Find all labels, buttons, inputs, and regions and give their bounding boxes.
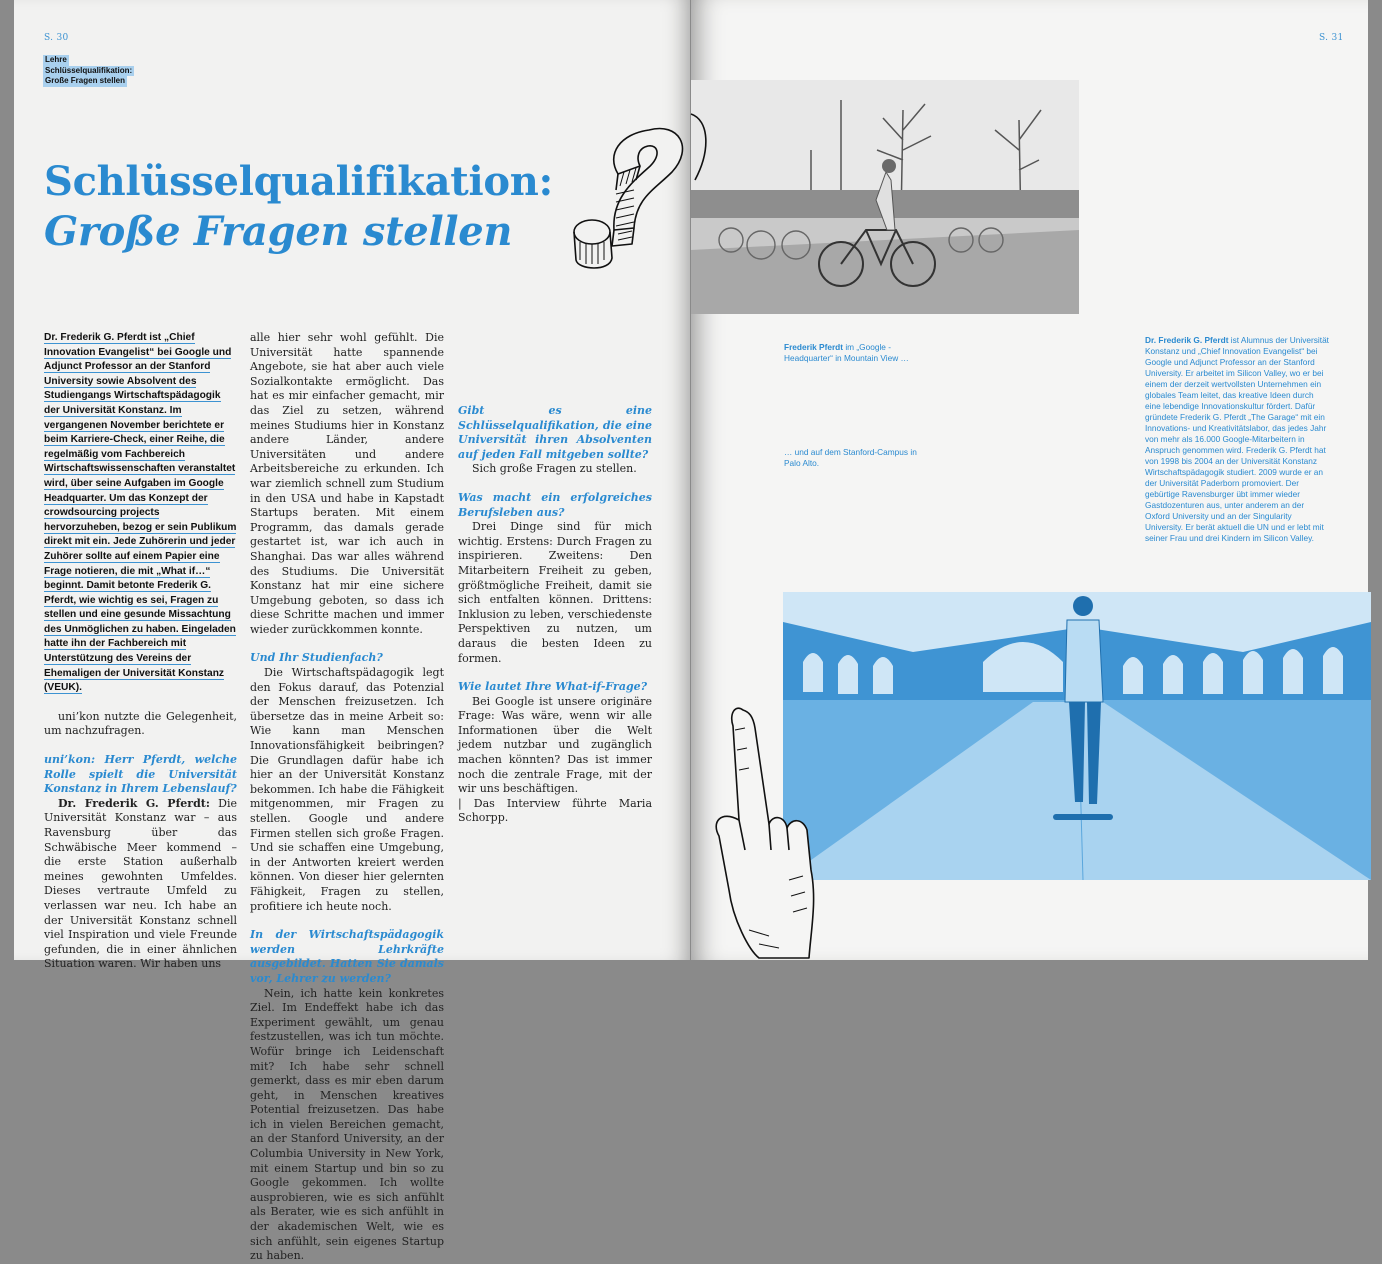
interview-question: uni’kon: Herr Pferdt, welche Rolle spielt die Universität Konstanz in Ihrem Lebenslauf? [44, 753, 237, 796]
stanford-campus-photo [783, 592, 1371, 880]
question-mark-continuation [691, 110, 731, 230]
intro-paragraph: Dr. Frederik G. Pferdt ist „Chief Innovation Evangelist“ bei Google und Adjunct Professor an der Stanford University sowie Absolvent des Studiengangs Wirtschaftspädagogik der Universität Konstanz. Im vergangenen November berichtete er beim Karriere-Check, einer Reihe, die regelmäßig vom Fachbereich Wirtschaftswissenschaften veranstaltet wird, über seine Aufgaben im Google Headquarter. Um das Konzept der crowdsourcing projects hervorzuheben, bezog er sein Publikum direkt mit ein. Jede Zuhörerin und jeder Zuhörer sollte auf einem Papier eine Frage notieren, die mit „What if…“ beginnt. Damit betonte Frederik G. Pferdt, wie wichtig es sei, Fragen zu stellen und eine gesunde Missachtung des Unmöglichen zu haben. Eingeladen hatte ihn der Fachbereich mit Unterstützung des Vereins der Ehemaligen der Universität Konstanz (VEUK). [44, 332, 237, 694]
question-mark-illustration [554, 110, 694, 300]
breadcrumb-title-1: Schlüsselqualifikation: [45, 65, 133, 75]
pointing-hand-illustration [699, 700, 819, 960]
title-line-1: Schlüsselqualifikation: [44, 158, 553, 205]
interview-answer: Die Wirtschaftspädagogik legt den Fokus darauf, das Potenzial der Menschen freizusetzen. Ich übersetze das in meine Arbeit so: Wie kann man Menschen Innovationsfähigkeit beibringen? Die Grundlagen dafür habe ich hier an der Universität Konstanz bekommen. Ich habe die Fähigkeit mitgenommen, mir Fragen zu stellen. Google und andere Firmen stellen sich große Fragen. Und sie schaffen eine Umgebung, in der Antworten kreiert werden können. Von dieser hier gelernten Fähigkeit, Fragen zu stellen, profitiere ich heute noch. [250, 666, 444, 913]
interview-answer: Bei Google ist unsere originäre Frage: Was wäre, wenn wir alle Informationen über die Welt jedem nutzbar und zugänglich machen könnten? Das ist immer noch die zentrale Frage, mit der wir uns beschäftigen. [458, 694, 652, 796]
interview-answer: Nein, ich hatte kein konkretes Ziel. Im Endeffekt habe ich das Experiment gewählt, um genau festzustellen, was ich tun möchte. Wofür bringe ich Leidenschaft mit? Ich habe sehr schnell gemerkt, dass es mir eben darum geht, in Menschen kreatives Potential freizusetzen. Das habe ich in vielen Bereichen gemacht, an der Stanford University, an der Columbia University in New York, mit einem Startup und bin so zu Google gekommen. Ich wollte ausprobieren, wie es sich anfühlt als Berater, wie es sich anfühlt in der akademischen Welt, wie es sich anfühlt, sein eigenes Startup zu haben. [250, 986, 444, 1263]
photo-caption-1: Frederik Pferdt im „Google -Headquarter“ in Mountain View … [784, 342, 909, 363]
author-bio: Dr. Frederik G. Pferdt ist Alumnus der Universität Konstanz und „Chief Innovation Evangelist“ bei Google und Adjunct Professor an der Stanford University. Er arbeitet im Silicon Valley, wo er bei einem der derzeit wertvollsten Unternehmen ein globales Team leitet, das kreative Ideen durch eine lebendige Innovationskultur fördert. Dafür gründete Frederik G. Pferdt „The Garage“ mit ein Innovations- und Kreativitätslabor, das jedes Jahr von mehr als 16.000 Google-Mitarbeitern in Anspruch genommen wird. Frederik G. Pferdt hat von 1998 bis 2004 an der Universität Konstanz Wirtschaftspädagogik studiert. 2009 wurde er an der Universität Paderborn promoviert. Der gebürtige Ravensburger übt immer wieder Gastdozenturen aus, unter anderem an der Oxford University und an der Singularity University. Er berät aktuell die UN und er lebt mit seiner Frau und drei Kindern im Silicon Valley. [1145, 335, 1329, 543]
interview-answer: Sich große Fragen zu stellen. [472, 462, 637, 476]
title-line-2: Große Fragen stellen [44, 208, 513, 255]
breadcrumb-section: Lehre [45, 55, 67, 64]
text-column-2 [250, 331, 444, 1264]
photo-caption-2: … und auf dem Stanford-Campus in Palo Alto. [784, 447, 917, 468]
interview-credit: | Das Interview führte Maria Schorpp. [458, 796, 652, 825]
interview-question: Wie lautet Ihre What-if-Frage? [458, 680, 648, 694]
body-paragraph: uni’kon nutzte die Gelegenheit, um nachzufragen. [44, 709, 237, 738]
right-page [691, 0, 1368, 960]
text-column-1 [44, 331, 237, 972]
breadcrumb [43, 55, 134, 87]
left-page [14, 0, 690, 1263]
interview-answer: Dr. Frederik G. Pferdt: Die Universität Konstanz war – aus Ravensburg über das Schwäbische Meer kommend – die erste Station außerhalb meines gewohnten Umfeldes. Dieses vertraute Umfeld zu verlassen war neu. Ich habe an der Universität Konstanz schnell viel Inspiration und viele Freunde gefunden, die in einer ähnlichen Situation waren. Wir haben uns [44, 796, 237, 971]
cyclist-photo [691, 80, 1079, 314]
interview-answer: alle hier sehr wohl gefühlt. Die Universität hatte spannende Angebote, sie hat aber auch viele Sozialkontakte ermöglicht. Das hat es mir einfacher gemacht, mir das Ziel zu setzen, während meines Studiums hier in Konstanz andere Länder, andere Universitäten und andere Arbeitsbereiche zu erkunden. Ich war ziemlich schnell zum Studium in den USA und habe in Kapstadt Startups beraten. Mit einem Programm, das damals gerade gestartet ist, war ich auch in Shanghai. Das war alles während des Studiums. Die Universität Konstanz hat mir eine sichere Umgebung geboten, so dass ich diese Schritte machen und immer wieder zurückkommen konnte. [250, 331, 444, 636]
interview-question: In der Wirtschaftspädagogik werden Lehrkräfte ausgebildet. Hatten Sie damals vor, Lehrer zu werden? [250, 928, 444, 985]
page-number: S. 31 [1319, 33, 1344, 43]
interview-question: Und Ihr Studienfach? [250, 651, 383, 665]
text-column-3 [458, 390, 652, 826]
page-number: S. 30 [44, 33, 69, 43]
article-title [44, 157, 553, 257]
speaker-name: Dr. Frederik G. Pferdt: [58, 796, 210, 810]
interview-question: Was macht ein erfolgreiches Berufsleben aus? [458, 490, 652, 519]
breadcrumb-title-2: Große Fragen stellen [45, 76, 126, 85]
interview-answer: Drei Dinge sind für mich wichtig. Erstens: Durch Fragen zu inspirieren. Zweitens: Den Mitarbeitern Freiheit zu geben, größtmögliche Freiheit, damit sie sich entfalten können. Drittens: Inklusion zu leben, verschiedenste Perspektiven zu nutzen, um daraus die besten Ideen zu formen. [458, 520, 652, 665]
interview-question: Gibt es eine Schlüsselqualifikation, die eine Universität ihren Absolventen auf jeden Fall mitgeben sollte? [458, 404, 652, 461]
